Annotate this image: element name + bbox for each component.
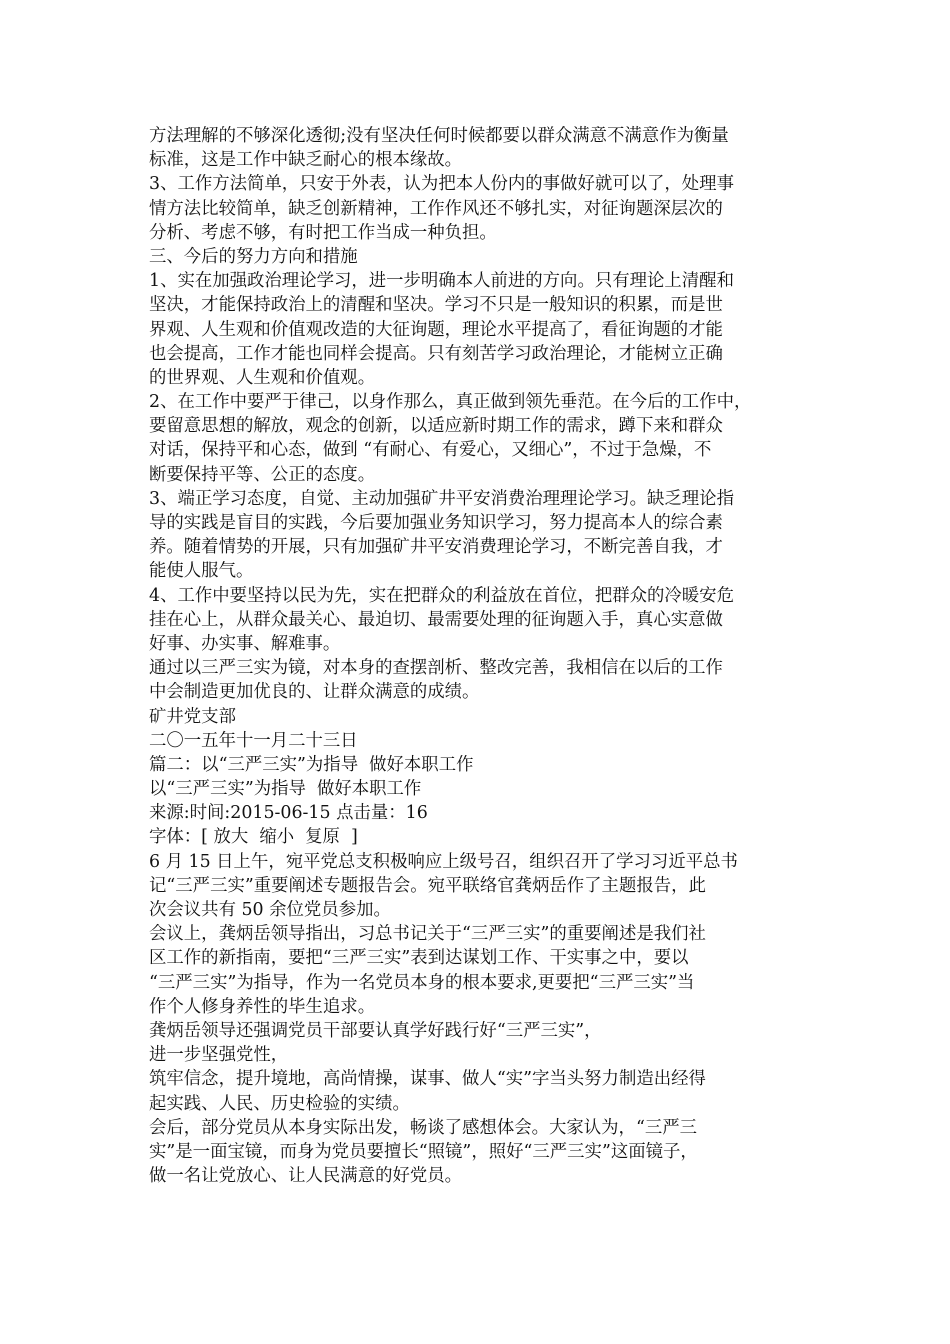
text-line: 3、工作方法简单，只安于外表，认为把本人份内的事做好就可以了，处理事	[149, 174, 734, 195]
article-meta: 来源:时间:2015-06-15 点击量：16	[149, 803, 428, 824]
text-line: 起实践、人民、历史检验的实绩。	[149, 1093, 410, 1114]
text-line: 好事、办实事、解难事。	[149, 633, 341, 654]
text-line: 作个人修身养性的毕生追求。	[149, 996, 376, 1017]
text-line: 养。随着情势的开展，只有加强矿井平安消费理论学习，不断完善自我，才	[149, 537, 723, 558]
text-line: 会后，部分党员从本身实际出发，畅谈了感想体会。大家认为，“三严三	[149, 1117, 698, 1138]
text-line: 通过以三严三实为镜，对本身的查摆剖析、整改完善，我相信在以后的工作	[149, 658, 723, 679]
font-size-controls: 字体：[ 放大 缩小 复原 ]	[149, 827, 358, 848]
signature-org: 矿井党支部	[149, 706, 236, 727]
signature-date: 二〇一五年十一月二十三日	[149, 730, 358, 751]
text-line: 中会制造更加优良的、让群众满意的成绩。	[149, 682, 480, 703]
text-line: 能使人服气。	[149, 561, 254, 582]
text-line: 挂在心上，从群众最关心、最迫切、最需要处理的征询题入手，真心实意做	[149, 609, 723, 630]
text-line: 标准，这是工作中缺乏耐心的根本缘故。	[149, 150, 463, 171]
text-line: 断要保持平等、公正的态度。	[149, 464, 376, 485]
text-line: 4、工作中要坚持以民为先，实在把群众的利益放在首位，把群众的冷暖安危	[149, 585, 734, 606]
article-heading: 篇二：以“三严三实”为指导 做好本职工作	[149, 754, 474, 775]
text-line: 坚决，才能保持政治上的清醒和坚决。学习不只是一般知识的积累，而是世	[149, 295, 723, 316]
text-line: 记“三严三实”重要阐述专题报告会。宛平联络官龚炳岳作了主题报告，此	[149, 875, 706, 896]
document-body	[149, 124, 809, 1188]
text-line: 进一步坚强党性，	[149, 1045, 289, 1066]
text-line: 3、端正学习态度，自觉、主动加强矿井平安消费治理理论学习。缺乏理论指	[149, 488, 734, 509]
text-line: 方法理解的不够深化透彻;没有坚决任何时候都要以群众满意不满意作为衡量	[149, 126, 729, 146]
text-line: 实”是一面宝镜，而身为党员要擅长“照镜”，照好“三严三实”这面镜子，	[149, 1141, 698, 1162]
text-line: 1、实在加强政治理论学习，进一步明确本人前进的方向。只有理论上清醒和	[149, 271, 734, 292]
text-line: 区工作的新指南，要把“三严三实”表到达谋划工作、干实事之中，要以	[149, 948, 689, 969]
text-line: 筑牢信念，提升境地，高尚情操，谋事、做人“实”字当头努力制造出经得	[149, 1069, 706, 1090]
text-line: 界观、人生观和价值观改造的大征询题，理论水平提高了，看征询题的才能	[149, 319, 723, 340]
article-title: 以“三严三实”为指导 做好本职工作	[149, 779, 422, 800]
text-line: 分析、考虑不够，有时把工作当成一种负担。	[149, 222, 497, 243]
text-line: 次会议共有 50 余位党员参加。	[149, 900, 391, 920]
text-line: 要留意思想的解放，观念的创新，以适应新时期工作的需求，蹲下来和群众	[149, 416, 723, 437]
text-line: 6 月 15 日上午，宛平党总支积极响应上级号召，组织召开了学习习近平总书	[149, 851, 738, 872]
text-line: 对话，保持平和心态，做到 “有耐心、有爱心，又细心”，不过于急燥，不	[149, 440, 712, 461]
text-line: 做一名让党放心、让人民满意的好党员。	[149, 1166, 463, 1187]
text-line: 会议上，龚炳岳领导指出，习总书记关于“三严三实”的重要阐述是我们社	[149, 924, 706, 945]
text-line: 2、在工作中要严于律己，以身作那么，真正做到领先垂范。在今后的工作中，	[149, 392, 752, 413]
section-heading: 三、今后的努力方向和措施	[149, 246, 358, 267]
text-line: 导的实践是盲目的实践，今后要加强业务知识学习，努力提高本人的综合素	[149, 513, 723, 533]
text-line: 情方法比较简单，缺乏创新精神，工作作风还不够扎实，对征询题深层次的	[149, 198, 723, 219]
text-line: “三严三实”为指导，作为一名党员本身的根本要求,更要把“三严三实”当	[149, 972, 695, 993]
text-line: 龚炳岳领导还强调党员干部要认真学好践行好“三严三实”，	[149, 1020, 602, 1041]
text-line: 也会提高，工作才能也同样会提高。只有刻苦学习政治理论，才能树立正确	[149, 343, 723, 364]
text-line: 的世界观、人生观和价值观。	[149, 367, 376, 388]
